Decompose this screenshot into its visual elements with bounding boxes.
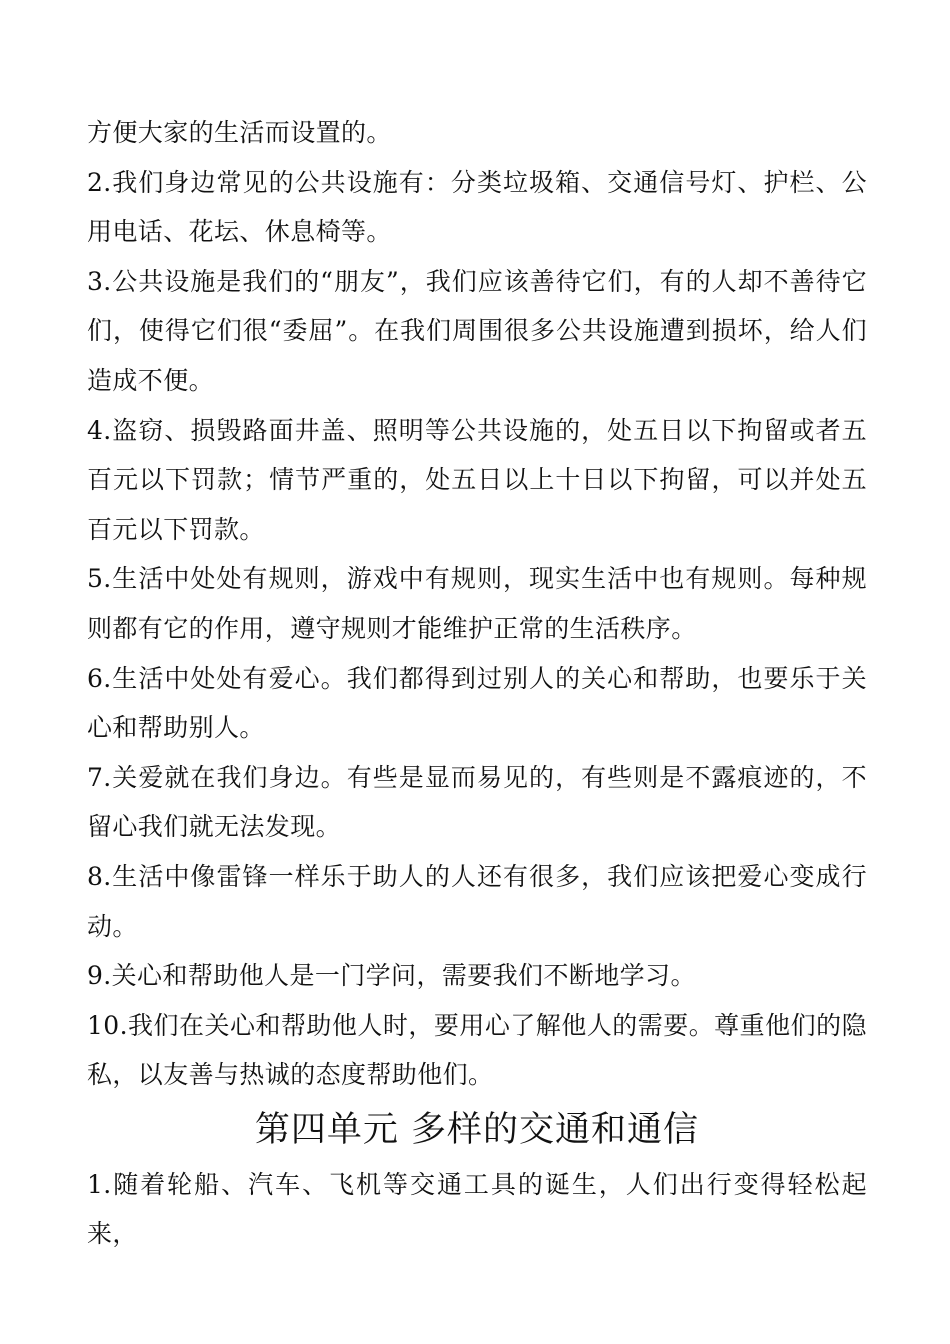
paragraph-item-9: 9.关心和帮助他人是一门学问，需要我们不断地学习。 [87,961,696,991]
paragraph-section4-item-1: 1.随着轮船、汽车、飞机等交通工具的诞生，人们出行变得轻松起来， [87,1169,867,1249]
paragraph-item-8: 8.生活中像雷锋一样乐于助人的人还有很多，我们应该把爱心变成行动。 [87,861,867,941]
paragraph-item-6: 6.生活中处处有爱心。我们都得到过别人的关心和帮助，也要乐于关心和帮助别人。 [87,663,867,743]
paragraph-continuation: 方便大家的生活而设置的。 [87,118,392,147]
section-heading: 第四单元 多样的交通和通信 [254,1109,700,1150]
paragraph-item-7: 7.关爱就在我们身边。有些是显而易见的，有些则是不露痕迹的，不留心我们就无法发现。 [87,762,867,842]
paragraph-item-2: 2.我们身边常见的公共设施有：分类垃圾箱、交通信号灯、护栏、公用电话、花坛、休息椅等。 [87,167,867,247]
document-page [87,108,867,1259]
paragraph-item-5: 5.生活中处处有规则，游戏中有规则，现实生活中也有规则。每种规则都有它的作用，遵守规则才能维护正常的生活秩序。 [87,564,867,643]
paragraph-item-3: 3.公共设施是我们的“朋友”，我们应该善待它们，有的人却不善待它们，使得它们很“委屈”。在我们周围很多公共设施遭到损坏，给人们造成不便。 [87,266,867,395]
paragraph-item-4: 4.盗窃、损毁路面井盖、照明等公共设施的，处五日以下拘留或者五百元以下罚款；情节严重的，处五日以上十日以下拘留，可以并处五百元以下罚款。 [87,415,867,544]
paragraph-item-10: 10.我们在关心和帮助他人时，要用心了解他人的需要。尊重他们的隐私，以友善与热诚的态度帮助他们。 [87,1010,867,1090]
